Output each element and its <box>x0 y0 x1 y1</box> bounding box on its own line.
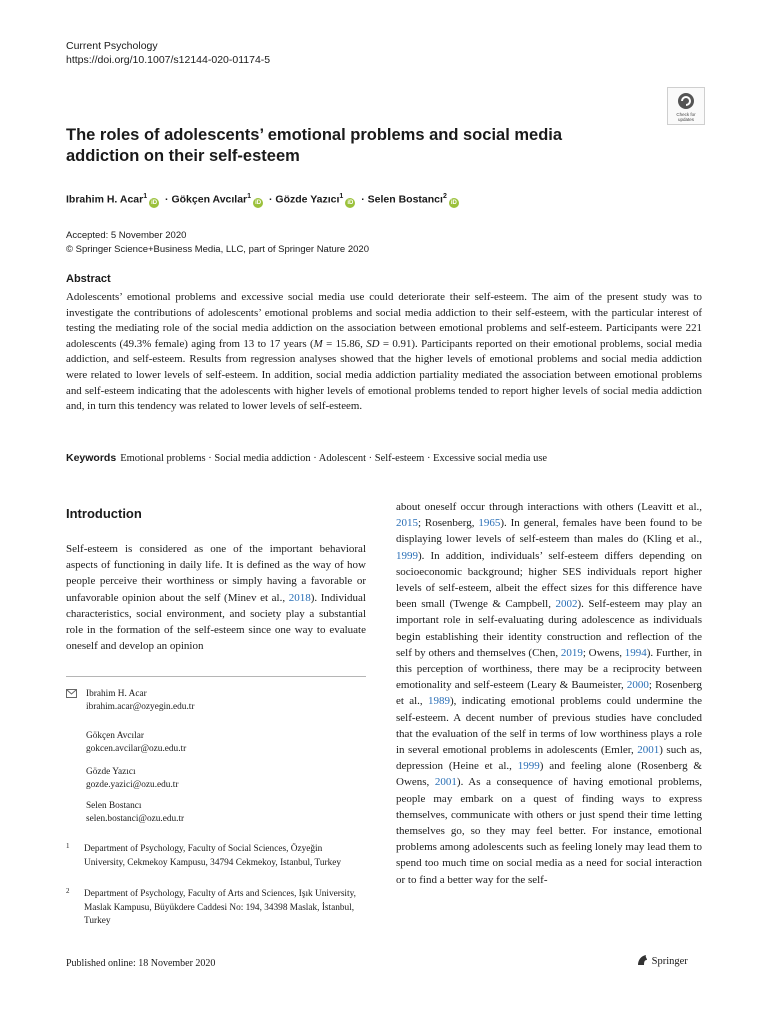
orcid-icon[interactable]: iD <box>450 199 457 206</box>
citation-link[interactable]: 1965 <box>478 517 501 530</box>
citation-link[interactable]: 2018 <box>288 591 311 604</box>
orcid-icon[interactable]: iD <box>151 199 158 206</box>
author-name[interactable]: Gökçen Avcılar <box>171 193 248 206</box>
author-list <box>66 193 462 208</box>
citation-link[interactable]: 2001 <box>434 776 457 789</box>
check-for-updates-badge[interactable] <box>667 87 705 125</box>
keywords-text: Emotional problems · Social media addiction · Adolescent · Self-esteem · Excessive social media use <box>120 453 548 464</box>
citation-link[interactable]: 1999 <box>517 760 540 773</box>
check-for-updates-label: Check for updates <box>676 112 696 122</box>
accepted-date: Accepted: 5 November 2020 <box>66 230 187 241</box>
citation-link[interactable]: 1999 <box>396 549 418 562</box>
title-line-1: The roles of adolescents’ emotional problems and social media <box>66 126 563 144</box>
author-name[interactable]: Selen Bostancı <box>367 193 443 206</box>
citation-link[interactable]: 2001 <box>637 744 660 757</box>
contact-email[interactable]: gokcen.avcilar@ozu.edu.tr <box>86 744 187 754</box>
author-name[interactable]: Gözde Yazıcı <box>275 193 340 206</box>
contact-entry: Gözde Yazıcı gozde.yazici@ozu.edu.tr <box>86 767 179 790</box>
contact-email[interactable]: gozde.yazici@ozu.edu.tr <box>86 780 179 790</box>
intro-column-1: Self-esteem is considered as one of the important behavioral aspects of functioning in daily life. It is defined as the way of how people perceive their worthiness or simply having a favorable or unfavorable opinion about the self (Minev et al., 2018). Individual characteristics, social environment, and society play a substantial role in the formation of the self-esteem since one way to evaluate oneself and develop an opinion <box>66 543 366 653</box>
introduction-heading: Introduction <box>66 506 142 521</box>
citation-link[interactable]: 1994 <box>624 646 647 659</box>
contact-email[interactable]: selen.bostanci@ozu.edu.tr <box>86 814 185 824</box>
contact-entry: Gökçen Avcılar gokcen.avcilar@ozu.edu.tr <box>86 731 187 754</box>
author-affiliation-mark: 1 <box>339 193 344 200</box>
journal-name: Current Psychology <box>66 40 158 52</box>
affiliation-footnote: 1 Department of Psychology, Faculty of Social Sciences, Özyeğin University, Cekmekoy Kampusu, 34794 Cekmekoy, Istanbul, Turkey <box>66 842 342 868</box>
author-separator: · <box>361 193 365 206</box>
abstract-text: Adolescents’ emotional problems and excessive social media use could deteriorate their self-esteem. The aim of the present study was to investigate the contributions of adolescents’ emotional problems and social media addiction to their self-esteem, with the particular interest of testing the mediating role of the social media addiction on the association between emotional problems and self-esteem. Participants were 221 adolescents (49.3% female) aging from 13 to 17 years (M = 15.86, SD = 0.91). Participants reported on their emotional problems, social media addiction, and self-esteem. Results from regression analyses showed that the higher levels of emotional problems and social media addiction were related to lower levels of self-esteem. In addition, social media addiction partiality mediated the association between emotional problems and self-esteem indicating that the adolescents with higher levels of emotional problems tended to report higher levels of social media addiction and, in turn this tendency was related to lower levels of self-esteem. <box>66 291 702 413</box>
publisher-logo <box>636 954 688 967</box>
citation-link[interactable]: 1989 <box>427 695 450 708</box>
author-separator: · <box>165 193 169 206</box>
author-affiliation-mark: 1 <box>247 193 252 200</box>
citation-link[interactable]: 2002 <box>555 598 578 611</box>
doi-link[interactable]: https://doi.org/10.1007/s12144-020-01174-5 <box>66 54 271 66</box>
abstract-heading: Abstract <box>66 273 111 285</box>
contact-entry: Ibrahim H. Acar ibrahim.acar@ozyegin.edu.tr <box>86 689 195 712</box>
article-title <box>66 125 626 167</box>
affiliation-footnote: 2 Department of Psychology, Faculty of Arts and Sciences, Işık University, Maslak Kampusu, Büyükdere Caddesi No: 194, 34398 Maslak, İstanbul, Turkey <box>66 887 356 926</box>
citation-link[interactable]: 2019 <box>560 646 583 659</box>
orcid-icon[interactable]: iD <box>347 199 354 206</box>
contact-entry: Selen Bostancı selen.bostanci@ozu.edu.tr <box>86 801 185 824</box>
contact-email[interactable]: ibrahim.acar@ozyegin.edu.tr <box>86 702 195 712</box>
intro-column-2: about oneself occur through interactions with others (Leavitt et al., 2015; Rosenberg, 1965). In general, females have been found to be displaying lower levels of self-esteem than males do (Kling et al., 1999). In addition, individuals’ self-esteem differs depending on socioeconomic background; higher SES individuals report higher levels of self-esteem, albeit the effect sizes for this difference have been small (Twenge & Campbell, 2002). Self-esteem may play an important role in self-evaluating during adolescence as individuals begin establishing their identity construction and reflection of the self by others and themselves (Chen, 2019; Owens, 1994). Further, in this perception of worthiness, there may be a reciprocity between emotionality and self-esteem (Leary & Baumeister, 2000; Rosenberg et al., 1989), indicating emotional problems could undermine the self-esteem. A decent number of previous studies have concluded that the evaluation of the self in terms of low worthiness plays a role in several emotional problems in adolescents (Emler, 2001) such as, depression (Heine et al., 1999) and feeling alone (Rosenberg & Owens, 2001). As a consequence of having emotional problems, people may embark on a quest of finding ways to express themselves, communicate with others or just spend their time letting themselves go, so they may feel better. For instance, emotional problems among adolescents such as feeling lonely may lead them to spend too much time on social media as a need for social interaction or to find a better way for the self- <box>396 501 703 886</box>
published-date: Published online: 18 November 2020 <box>66 958 216 969</box>
keywords-label: Keywords <box>66 452 117 464</box>
citation-link[interactable]: 2015 <box>396 517 418 530</box>
copyright-line: © Springer Science+Business Media, LLC, part of Springer Nature 2020 <box>66 244 369 255</box>
author-affiliation-mark: 1 <box>143 193 148 200</box>
title-line-2: addiction on their self-esteem <box>66 147 300 165</box>
orcid-icon[interactable]: iD <box>255 199 262 206</box>
publisher-name: Springer <box>651 956 688 967</box>
envelope-icon <box>66 687 77 702</box>
author-separator: · <box>268 193 273 206</box>
citation-link[interactable]: 2000 <box>626 679 649 692</box>
keywords-line <box>66 452 706 464</box>
author-name[interactable]: Ibrahim H. Acar <box>66 193 144 206</box>
springer-horse-icon <box>636 954 649 966</box>
author-affiliation-mark: 2 <box>442 193 447 200</box>
footnote-divider <box>66 676 366 677</box>
